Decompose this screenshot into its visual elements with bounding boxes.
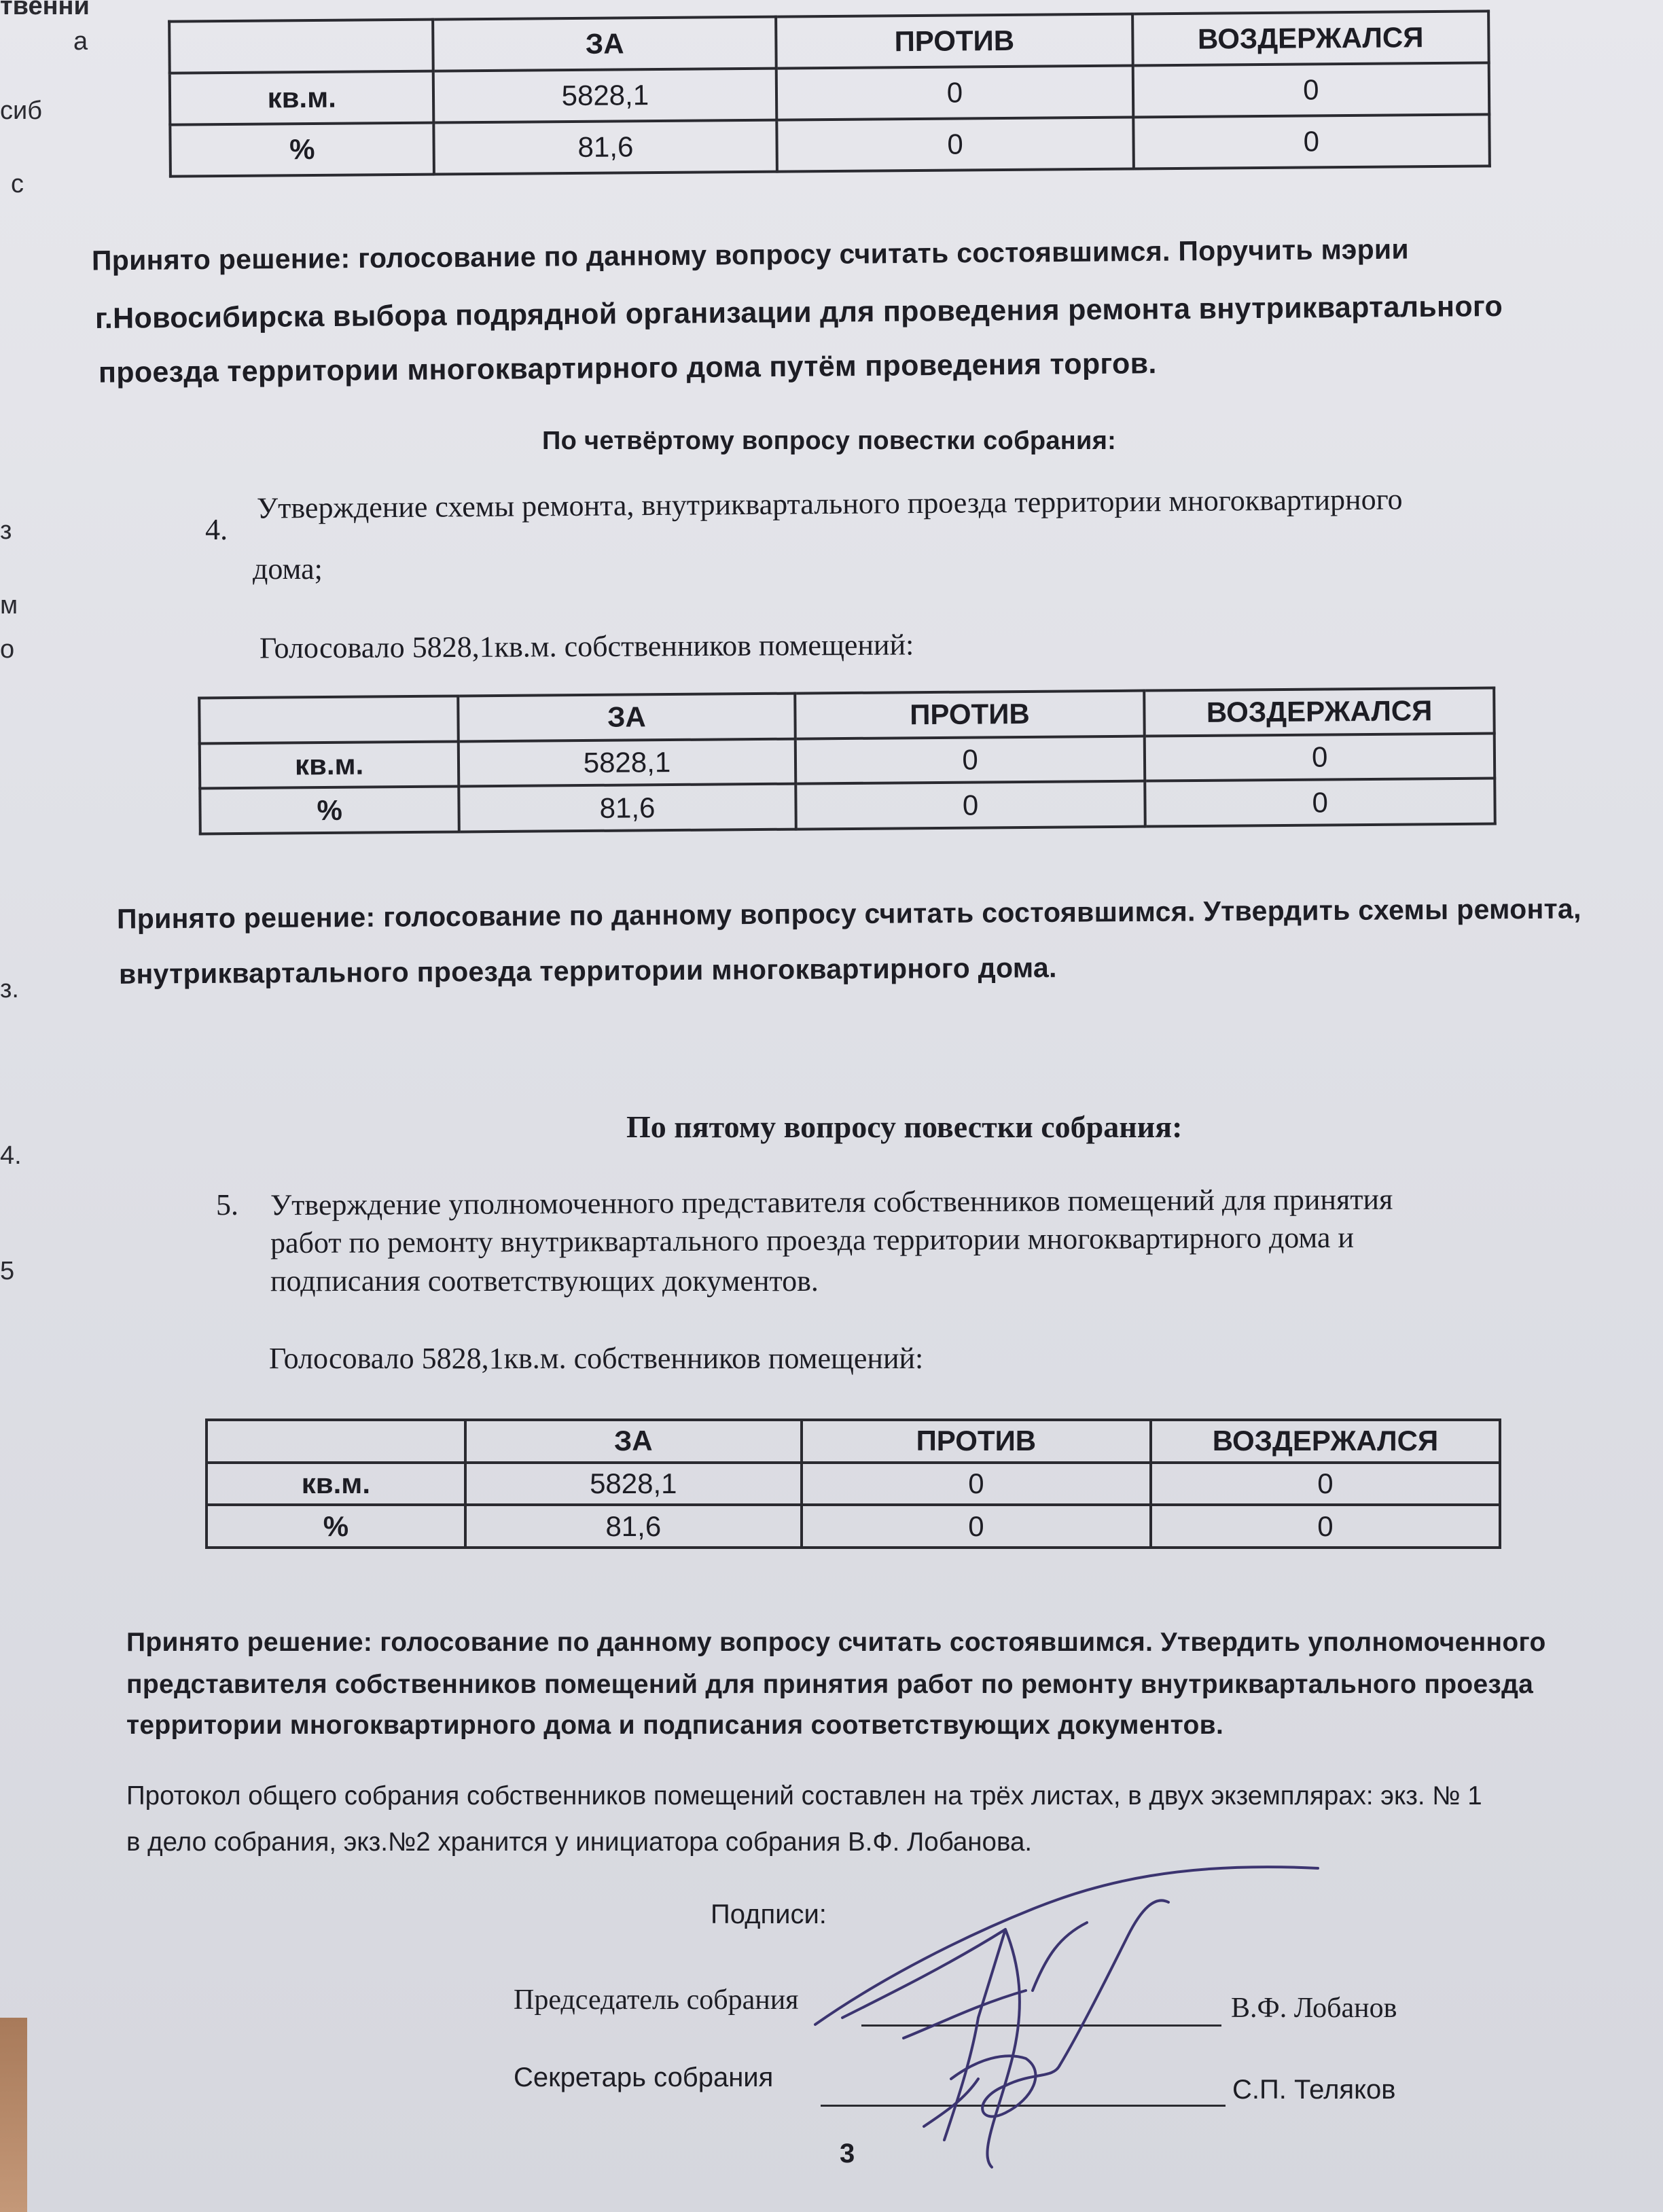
table-header-against: ПРОТИВ	[776, 14, 1132, 68]
table-header-empty	[207, 1420, 465, 1463]
row-label: %	[170, 123, 434, 177]
decision-q5-line: Принято решение: голосование по данному вопросу считать состоявшимся. Утвердить уполномоченного	[126, 1628, 1546, 1657]
question-5-text: подписания соответствующих документов.	[270, 1264, 819, 1298]
question-4-text: Утверждение схемы ремонта, внутриквартального проезда территории многоквартирного	[256, 482, 1403, 525]
table-header-for: ЗА	[458, 694, 795, 742]
table-row	[207, 1505, 1500, 1548]
cell-against: 0	[802, 1463, 1151, 1505]
margin-fragment: м	[0, 591, 18, 620]
row-label: кв.м.	[207, 1463, 465, 1505]
cell-against: 0	[776, 65, 1133, 120]
cell-abstained: 0	[1145, 733, 1495, 781]
cell-for: 81,6	[465, 1505, 802, 1548]
question-4-number: 4.	[204, 512, 228, 547]
decision-q3-line: Принято решение: голосование по данному вопросу считать состоявшимся. Поручить мэрии	[91, 233, 1410, 276]
question-4-text: дома;	[253, 552, 323, 586]
row-label: %	[200, 787, 459, 834]
decision-q3-line: г.Новосибирска выбора подрядной организации для проведения ремонта внутриквартального	[94, 289, 1503, 336]
question-4-voted: Голосовало 5828,1кв.м. собственников помещений:	[259, 628, 914, 665]
signatures-title: Подписи:	[711, 1899, 827, 1929]
decision-q5-line: представителя собственников помещений для принятия работ по ремонту внутриквартального проезда	[126, 1670, 1534, 1699]
cell-for: 5828,1	[459, 738, 795, 787]
table-row	[200, 779, 1495, 834]
vote-table-q4	[198, 687, 1497, 836]
secretary-role: Секретарь собрания	[514, 2063, 774, 2092]
margin-fragment: з.	[0, 975, 19, 1003]
decision-q5-line: территории многоквартирного дома и подписания соответствующих документов.	[126, 1711, 1224, 1740]
question-5-heading: По пятому вопросу повестки собрания:	[626, 1109, 1183, 1144]
row-label: кв.м.	[170, 71, 434, 125]
table-header-against: ПРОТИВ	[802, 1420, 1151, 1463]
cell-abstained: 0	[1145, 779, 1495, 827]
question-5-text: работ по ремонту внутриквартального проезда территории многоквартирного дома и	[270, 1220, 1355, 1260]
table-row	[170, 114, 1490, 176]
margin-fragment: сиб	[0, 96, 42, 125]
margin-fragment: з	[0, 516, 12, 545]
cell-abstained: 0	[1133, 114, 1490, 168]
question-5-voted: Голосовало 5828,1кв.м. собственников помещений:	[269, 1342, 924, 1375]
table-header-abstained: ВОЗДЕРЖАЛСЯ	[1145, 688, 1495, 736]
decision-q4-line: внутриквартального проезда территории многоквартирного дома.	[118, 952, 1057, 990]
cell-for: 5828,1	[433, 69, 776, 123]
table-header-against: ПРОТИВ	[795, 691, 1145, 739]
row-label: кв.м.	[200, 741, 459, 789]
table-header-empty	[199, 696, 459, 743]
cell-abstained: 0	[1151, 1463, 1500, 1505]
decision-q4-line: Принято решение: голосование по данному вопросу считать состоявшимся. Утвердить схемы ремонта,	[116, 893, 1581, 935]
cell-for: 81,6	[434, 120, 777, 175]
margin-fragment: 4.	[0, 1141, 22, 1170]
cell-against: 0	[795, 736, 1145, 784]
secretary-name: С.П. Теляков	[1232, 2075, 1396, 2105]
decision-q3-line: проезда территории многоквартирного дома путём проведения торгов.	[98, 347, 1157, 389]
chair-name: В.Ф. Лобанов	[1231, 1993, 1397, 2024]
vote-table-q3	[168, 10, 1491, 177]
table-header-abstained: ВОЗДЕРЖАЛСЯ	[1132, 11, 1489, 65]
table-header-for: ЗА	[465, 1420, 802, 1463]
margin-fragment: 5	[0, 1257, 15, 1285]
margin-fragment: твенни	[0, 0, 90, 20]
table-header-empty	[169, 20, 433, 73]
page-number: 3	[840, 2139, 855, 2169]
row-label: %	[207, 1505, 465, 1548]
cell-against: 0	[802, 1505, 1151, 1548]
table-header-abstained: ВОЗДЕРЖАЛСЯ	[1151, 1420, 1500, 1463]
cell-abstained: 0	[1151, 1505, 1500, 1548]
question-5-text: Утверждение уполномоченного представителя собственников помещений для принятия	[270, 1182, 1393, 1222]
margin-fragment: с	[11, 170, 24, 198]
cell-abstained: 0	[1132, 63, 1489, 117]
margin-fragment: а	[73, 27, 88, 56]
table-header-for: ЗА	[433, 17, 776, 71]
vote-table-q5	[205, 1419, 1501, 1549]
margin-fragment: о	[0, 635, 15, 664]
question-5-number: 5.	[216, 1188, 238, 1221]
handwritten-signature	[802, 1855, 1345, 2174]
cell-against: 0	[777, 117, 1134, 171]
protocol-text: в дело собрания, экз.№2 хранится у инициатора собрания В.Ф. Лобанова.	[126, 1827, 1033, 1857]
desk-edge	[0, 2018, 27, 2212]
cell-for: 81,6	[459, 784, 795, 832]
question-4-heading: По четвёртому вопросу повестки собрания:	[542, 427, 1117, 455]
table-row	[207, 1463, 1500, 1505]
cell-for: 5828,1	[465, 1463, 802, 1505]
chair-role: Председатель собрания	[514, 1984, 799, 2016]
cell-against: 0	[795, 781, 1145, 830]
protocol-text: Протокол общего собрания собственников помещений составлен на трёх листах, в двух экземплярах: экз. № 1	[126, 1781, 1482, 1810]
